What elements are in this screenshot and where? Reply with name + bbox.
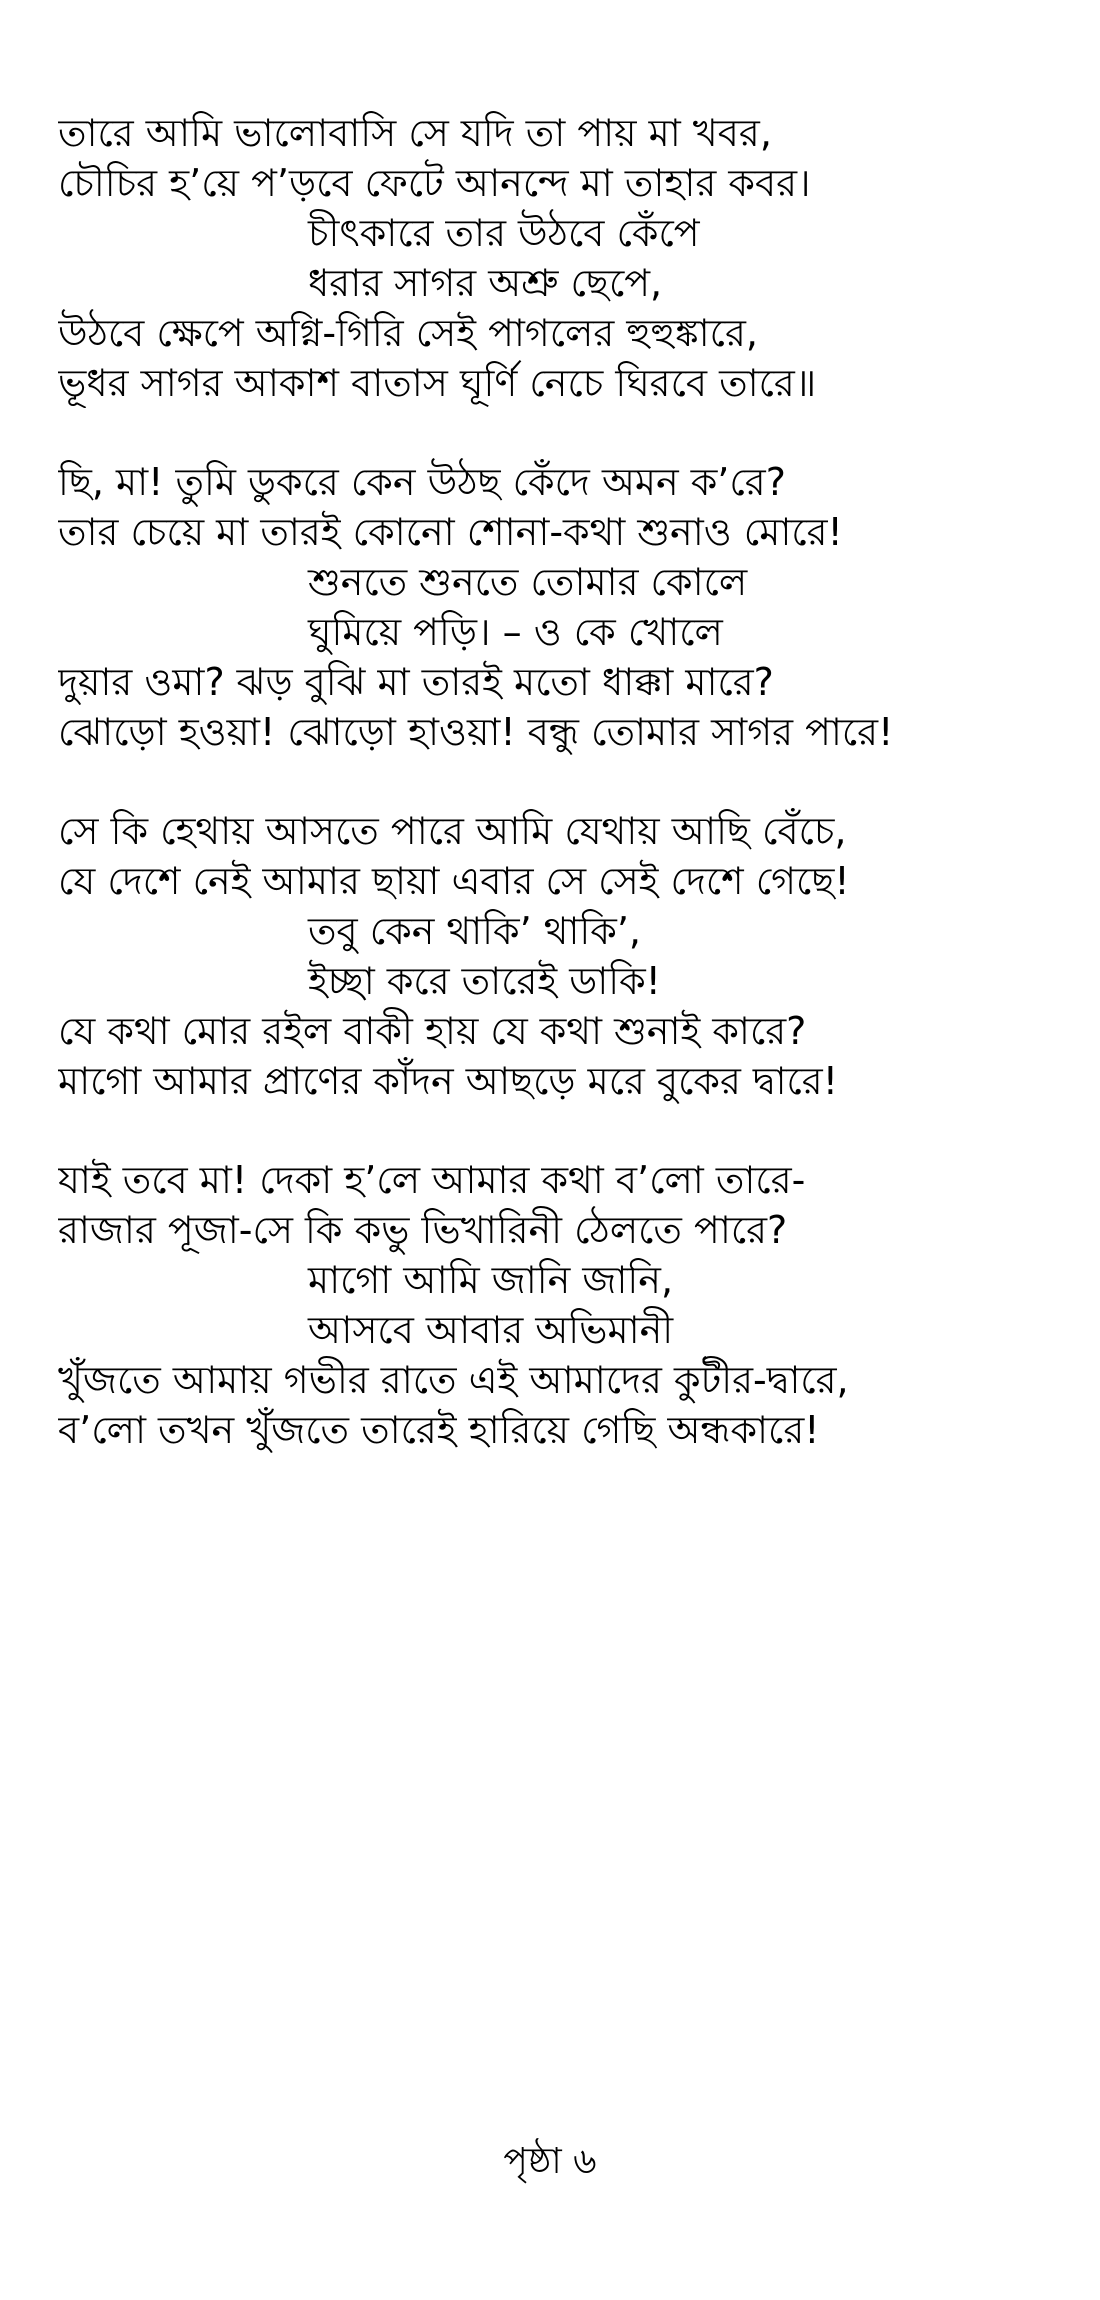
poem-line-indented: ইচ্ছা করে তারেই ডাকি! xyxy=(308,959,661,1003)
poem-line: যাই তবে মা! দেকা হ’লে আমার কথা ব’লো তারে- xyxy=(58,1158,806,1202)
poem-line: যে কথা মোর রইল বাকী হায় যে কথা শুনাই কারে? xyxy=(58,1009,807,1053)
stanza-1 xyxy=(58,108,1058,408)
poem-line: তার চেয়ে মা তারই কোনো শোনা-কথা শুনাও মোরে! xyxy=(58,510,843,554)
poem-line: ভূধর সাগর আকাশ বাতাস ঘূর্ণি নেচে ঘিরবে তারে॥ xyxy=(58,361,817,405)
stanza-3 xyxy=(58,806,1058,1106)
poem-line-indented: মাগো আমি জানি জানি, xyxy=(308,1258,674,1302)
poem-line: উঠবে ক্ষেপে অগ্নি-গিরি সেই পাগলের হুহুঙ্কারে, xyxy=(58,311,758,355)
poem-line: ঝোড়ো হওয়া! ঝোড়ো হাওয়া! বন্ধু তোমার সাগর পারে! xyxy=(58,710,894,754)
poem-line: ছি, মা! তুমি ডুকরে কেন উঠছ কেঁদে অমন ক’রে? xyxy=(58,460,786,504)
poem-line: যে দেশে নেই আমার ছায়া এবার সে সেই দেশে গেছে! xyxy=(58,859,850,903)
poem-line-indented: ঘুমিয়ে পড়ি। – ও কে খোলে xyxy=(308,610,723,654)
poem-line: দুয়ার ওমা? ঝড় বুঝি মা তারই মতো ধাক্কা মারে? xyxy=(58,660,774,704)
poem-line-indented: আসবে আবার অভিমানী xyxy=(308,1308,674,1352)
poem-line: মাগো আমার প্রাণের কাঁদন আছড়ে মরে বুকের দ্বারে! xyxy=(58,1059,838,1103)
stanza-2 xyxy=(58,457,1058,757)
poem-line-indented: চীৎকারে তার উঠবে কেঁপে xyxy=(308,211,700,255)
poem-line: রাজার পূজা-সে কি কভু ভিখারিনী ঠেলতে পারে? xyxy=(58,1208,788,1252)
poem-line: চৌচির হ’য়ে প’ড়বে ফেটে আনন্দে মা তাহার কবর। xyxy=(58,161,811,205)
poem-line-indented: তবু কেন থাকি’ থাকি’, xyxy=(308,909,641,953)
poem-line: সে কি হেথায় আসতে পারে আমি যেথায় আছি বেঁচে, xyxy=(58,809,847,853)
poem-line: তারে আমি ভালোবাসি সে যদি তা পায় মা খবর, xyxy=(58,111,772,155)
page-number: পৃষ্ঠা ৬ xyxy=(503,2141,597,2182)
stanza-4 xyxy=(58,1155,1058,1455)
poem-line: ব’লো তখন খুঁজতে তারেই হারিয়ে গেছি অন্ধকারে! xyxy=(58,1408,820,1452)
poem-line: খুঁজতে আমায় গভীর রাতে এই আমাদের কুটীর-দ্বারে, xyxy=(58,1358,849,1402)
poem-line-indented: শুনতে শুনতে তোমার কোলে xyxy=(308,560,748,604)
poem xyxy=(58,108,1058,1504)
poem-line-indented: ধরার সাগর অশ্রু ছেপে, xyxy=(308,261,663,305)
